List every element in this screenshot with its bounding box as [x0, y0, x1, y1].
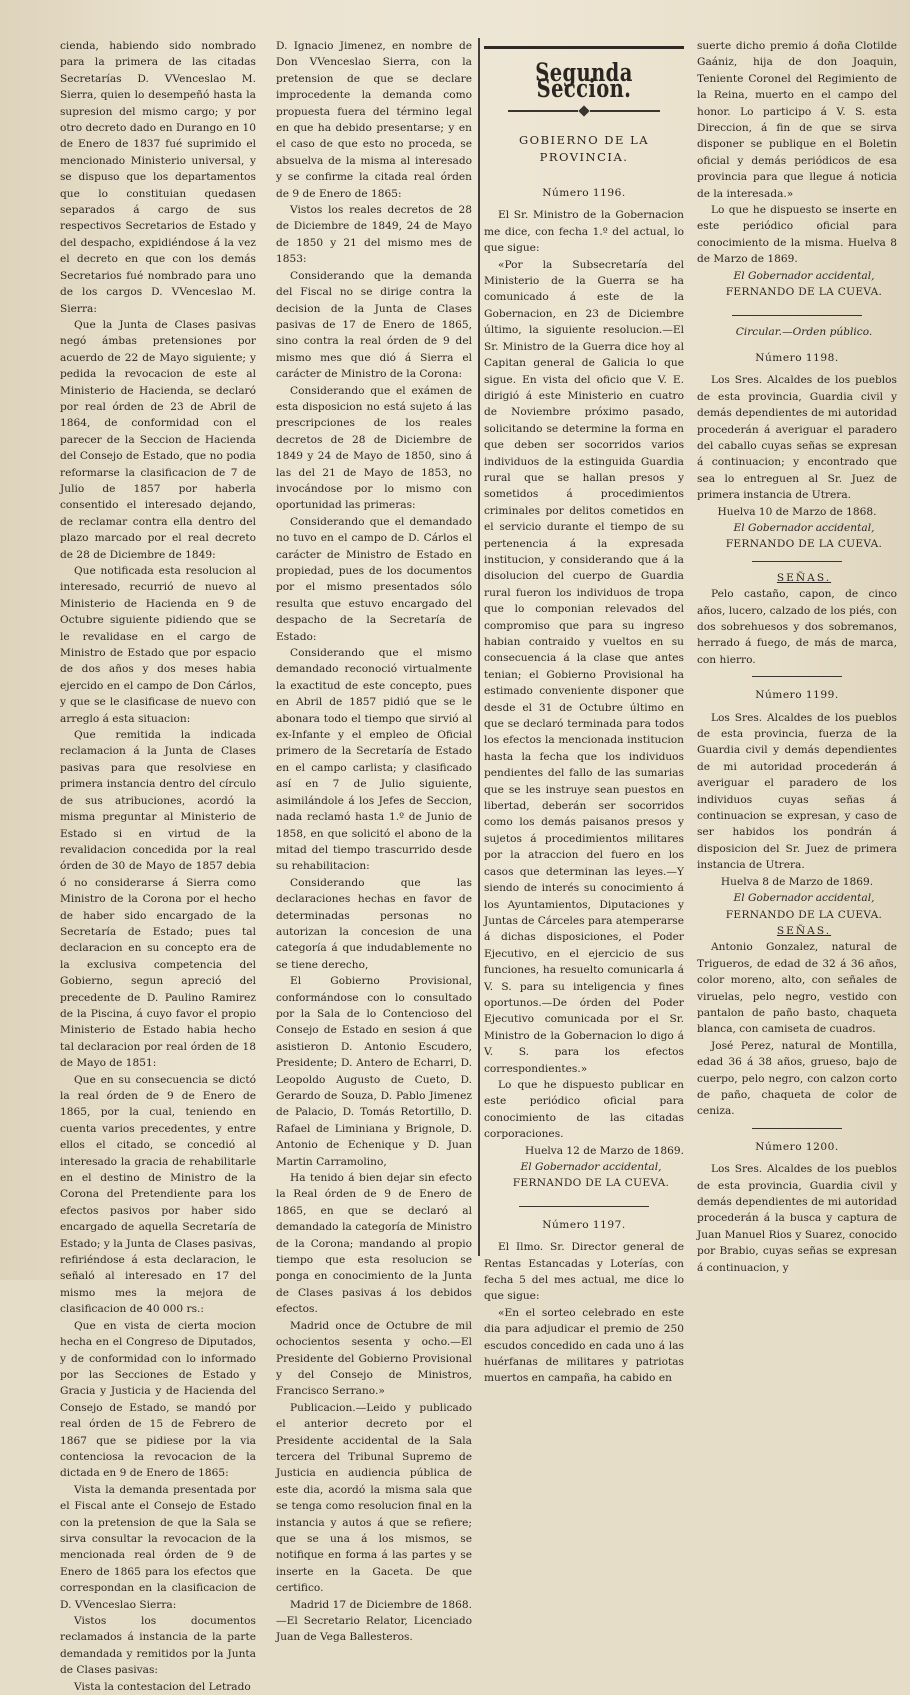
paragraph: suerte dicho premio á doña Clotilde Gaániz, hija de don Joaquin, Teniente Coronel del Regimiento de la Reina, muerto en el campo del honor. Lo participo á V. S. esta Direccion, á fin de que se sirva disponer se publique en el Boletin oficial y demás periódicos de esa provincia para que llegue á noticia de la interesada.» — [697, 40, 897, 200]
paragraph: José Perez, natural de Montilla, edad 36 á 38 años, grueso, bajo de cuerpo, pelo negro, con calzon corto de paño, chaqueta de color de ceniza. — [697, 1039, 897, 1118]
paragraph: Los Sres. Alcaldes de los pueblos de esta provincia, fuerza de la Guardia civil y demás dependientes de mi autoridad procederán á averiguar el paradero de los individuos cuyas señas á continuacion se expresan, y caso de ser habidos los pondrán á disposicion del Sr. Juez de primera instancia de Utrera. — [697, 711, 897, 872]
paragraph: cienda, habiendo sido nombrado para la primera de las citadas Secretarías D. VVenceslao M. Sierra, quien lo desempeñó hasta la supresion del mismo cargo; y por otro decreto dado en Durango en 10 de Enero de 1837 fué suprimido el mencionado Ministerio universal, y se dispuso que los departamentos que lo constituian quedasen separados á cargo de sus respectivos Secretarios de Estado y del despacho, expidiéndose á la vez el decreto en que con los demás Secretarios fué nombrado para uno de los cargos D. VVenceslao M. Sierra: — [60, 40, 256, 315]
numero-1198: Número 1198. — [755, 351, 839, 364]
paragraph: Vista la contestacion del Letrado — [74, 1680, 251, 1693]
signature-title: El Gobernador accidental, — [520, 1161, 662, 1173]
divider — [752, 676, 842, 677]
paragraph: Que la Junta de Clases pasivas negó ámbas pretensiones por acuerdo de 22 de Mayo siguiente; y pedida la revocacion de este al Ministerio de Hacienda, se declaró por real órden de 23 de Abril de 1864, de conformidad con el parecer de la Seccion de Hacienda del Consejo de Estado, que no podia reformarse la clasificacion de 7 de Julio de 1857 por haberla consentido el interesado dejando, de reclamar contra ella dentro del plazo marcado por el real decreto de 28 de Diciembre de 1849: — [60, 318, 256, 561]
senas-heading: SEÑAS. — [776, 571, 832, 584]
paragraph: Madrid once de Octubre de mil ochocientos sesenta y ocho.—El Presidente del Gobierno Provisional y del Consejo de Ministros, Francisco Serrano.» — [276, 1319, 472, 1398]
paragraph: Lo que he dispuesto publicar en este periódico oficial para conocimiento de las citadas corporaciones. — [484, 1078, 684, 1141]
section-top-rule — [484, 46, 684, 49]
numero-1199: Número 1199. — [755, 689, 839, 702]
date-line: Huelva 8 de Marzo de 1869. — [720, 875, 874, 888]
paragraph: Vistos los reales decretos de 28 de Diciembre de 1849, 24 de Mayo de 1850 y 21 del mismo mes de 1853: — [276, 204, 472, 266]
paragraph: Los Sres. Alcaldes de los pueblos de esta provincia, Guardia civil y demás dependientes de mi autoridad procederán á averiguar el paradero del caballo cuyas señas se expresan á continuacion; y encontrado que sea lo entreguen al Sr. Juez de primera instancia de Utrera. — [697, 374, 897, 502]
paragraph: D. Ignacio Jimenez, en nombre de Don VVenceslao Sierra, con la pretension de que se declare improcedente la demanda como propuesta fuera del término legal en que ha debido presentarse; y en el caso de que esto no proceda, se absuelva de la misma al interesado y se confirme la citada real órden de 9 de Enero de 1865: — [276, 40, 472, 200]
divider — [519, 1206, 649, 1207]
signature-name: FERNANDO DE LA CUEVA. — [512, 1177, 670, 1190]
paragraph: Que en vista de cierta mocion hecha en el Congreso de Diputados, y de conformidad con lo informado por las Secciones de Estado y Gracia y Justicia y de Hacienda del Consejo de Estado, se mandó por real órden de 15 de Febrero de 1867 que se pidiese por la via contenciosa la revocacion de la dictada en 9 de Enero de 1865: — [60, 1319, 256, 1480]
column-1 — [60, 38, 256, 1693]
paragraph: Vista la demanda presentada por el Fiscal ante el Consejo de Estado con la pretension de que la Sala se sirva consultar la revocacion de la mencionada real órden de 9 de Enero de 1865 para los efectos que correspondan en la clasificacion de D. VVenceslao Sierra: — [60, 1483, 256, 1611]
signature-title: El Gobernador accidental, — [733, 892, 875, 905]
paragraph: El Ilmo. Sr. Director general de Rentas Estancadas y Loterías, con fecha 5 del mes actual, me dice lo que sigue: — [484, 1241, 684, 1303]
paragraph: Ha tenido á bien dejar sin efecto la Real órden de 9 de Enero de 1865, en que se declaró al demandado la categoría de Ministro de la Corona; mandando al propio tiempo que esta resolucion se ponga en conocimiento de la Junta de Clases pasivas á los debidos efectos. — [276, 1172, 472, 1316]
paragraph: Publicacion.—Leido y publicado el anterior decreto por el Presidente accidental de la Sala tercera del Tribunal Supremo de Justicia en audiencia pública de este dia, acordó la misma sala que se tenga como resolucion final en la instancia y autos á que se refiere; que se una á los mismos, se notifique en forma á las partes y se inserte en la Gaceta. De que certifico. — [276, 1401, 472, 1595]
paragraph: Pelo castaño, capon, de cinco años, lucero, calzado de los piés, con dos sobrehuesos y dos sobremanos, herrado á fuego, de más de marca, con hierro. — [697, 588, 897, 666]
signature-title: El Gobernador accidental, — [733, 521, 875, 534]
signature-title: El Gobernador accidental, — [733, 269, 875, 282]
paragraph: Considerando que el mismo demandado reconoció virtualmente la exactitud de este concepto, pues en Abril de 1857 pidió que se le abonara todo el tiempo que sirvió al ex-Infante y el empleo de Oficial primero de la Secretaría de Estado en el campo carlista; y clasificado así en 7 de Julio siguiente, asimilándole á los Jefes de Seccion, nada reclamó hasta 1.º de Junio de 1858, en que solicitó el abono de la mitad del tiempo trascurrido desde su rehabilitacion: — [276, 647, 472, 873]
numero-1197: Número 1197. — [542, 1218, 626, 1231]
paragraph: Lo que he dispuesto se inserte en este periódico oficial para conocimiento de la misma. Huelva 8 de Marzo de 1869. — [697, 204, 897, 266]
divider — [752, 1128, 842, 1129]
divider — [752, 561, 842, 562]
date-line: Huelva 12 de Marzo de 1869. — [525, 1144, 684, 1157]
paragraph: Considerando que la demanda del Fiscal no se dirige contra la decision de la Junta de Clases pasivas de 17 de Enero de 1865, sino contra la real órden de 9 del mismo mes que dió á Sierra el carácter de Ministro de la Corona: — [276, 269, 472, 381]
ornament-divider — [484, 104, 684, 120]
paragraph: El Gobierno Provisional, conformándose con lo consultado por la Sala de lo Contencioso del Consejo de Estado en sesion á que asistieron D. Antonio Escudero, Presidente; D. Antero de Echarri, D. Leopoldo Augusto de Cueto, D. Gerardo de Souza, D. Pablo Jimenez de Palacio, D. Tomás Retortillo, D. Rafael de Liminiana y Brignole, D. Antonio de Echenique y D. Juan Martin Carramolino, — [276, 975, 472, 1168]
paragraph: Vistos los documentos reclamados á instancia de la parte demandada y remitidos por la Junta de Clases pasivas: — [60, 1615, 256, 1677]
numero-1200: Número 1200. — [755, 1140, 839, 1153]
paragraph: El Sr. Ministro de la Gobernacion me dice, con fecha 1.º del actual, lo que sigue: — [484, 209, 684, 255]
paragraph: Que notificada esta resolucion al interesado, recurrió de nuevo al Ministerio de Hacienda en 9 de Octubre siguiente pidiendo que se le revalidase en el cargo de Ministro de Estado que por espacio de dos años y dos meses habia ejercido en el campo de Don Cárlos, y que se le clasificase de nuevo con arreglo á esta situacion: — [60, 565, 256, 725]
column-4 — [697, 38, 897, 1274]
paragraph: Que en su consecuencia se dictó la real órden de 9 de Enero de 1865, por la cual, teniendo en cuenta varios precedentes, y entre ellos el citado, se concedió al interesado la gracia de rehabilitarle en el destino de Ministro de la Corona del Pretendiente para los efectos pasivos por haber sido encargado de aquella Secretaría de Estado; y la Junta de Clases pasivas, refiriéndose á esta declaracion, le señaló al interesado en 17 del mismo mes la mejora de clasificacion de 40 000 rs.: — [60, 1073, 256, 1316]
paragraph: «En el sorteo celebrado en este dia para adjudicar el premio de 250 escudos concedido en cada uno á las huérfanas de militares y patriotas muertos en campaña, ha cabido en — [484, 1306, 684, 1385]
signature-name: FERNANDO DE LA CUEVA. — [725, 286, 883, 299]
signature-name: FERNANDO DE LA CUEVA. — [725, 538, 883, 551]
senas-heading: SEÑAS. — [776, 924, 832, 937]
date-line: Huelva 10 de Marzo de 1868. — [717, 505, 877, 518]
gobierno-heading: GOBIERNO DE LA PROVINCIA. — [518, 133, 650, 164]
section-title: Segunda Seccion. — [535, 58, 633, 104]
column-3 — [484, 38, 684, 1385]
paragraph: Que remitida la indicada reclamacion á la Junta de Clases pasivas para que resolviese en primera instancia dentro del círculo de sus atribuciones, acordó la misma preguntar al Ministerio de Estado si en virtud de la revalidacion concedida por la real órden de 30 de Mayo de 1857 debia ó no considerarse á Sierra como Ministro de la Corona por el hecho de haber sido encargado de la Secretaría de Estado; pues tal declaracion en su concepto era de la exclusiva competencia del Gobierno, segun apreció del precedente de D. Paulino Ramirez de la Piscina, á cuyo favor el propio Ministerio de Estado habia hecho tal declaracion por real órden de 18 de Mayo de 1851: — [60, 729, 256, 1070]
column-divider — [478, 38, 480, 1256]
paragraph: Considerando que las declaraciones hechas en favor de determinadas personas no autorizan la concesion de una categoría á que indudablemente no se tiene derecho, — [276, 876, 472, 971]
paragraph: Considerando que el exámen de esta disposicion no está sujeto á las prescripciones de los reales decretos de 28 de Diciembre de 1849 y 24 de Mayo de 1850, sino á las del 21 de Mayo de 1853, no invocándose por lo mismo con oportunidad las primeras: — [276, 384, 472, 512]
paragraph: Madrid 17 de Diciembre de 1868. —El Secretario Relator, Licenciado Juan de Vega Ballesteros. — [276, 1598, 472, 1644]
circular-heading: Circular.—Orden público. — [735, 325, 873, 338]
divider — [732, 315, 862, 316]
column-2 — [276, 38, 472, 1644]
paragraph: Antonio Gonzalez, natural de Trigueros, de edad de 32 á 36 años, color moreno, alto, con señales de viruelas, pelo negro, vestido con pantalon de paño basto, chaqueta blanca, con camiseta de cuadros. — [697, 941, 897, 1036]
signature-name: FERNANDO DE LA CUEVA. — [725, 908, 883, 921]
numero-1196: Número 1196. — [542, 187, 626, 200]
paragraph: Considerando que el demandado no tuvo en el campo de D. Cárlos el carácter de Ministro de Estado en propiedad, pues de los documentos por el mismo presentados sólo resulta que estuvo encargado del despacho de la Secretaría de Estado: — [276, 515, 472, 643]
paragraph: «Por la Subsecretaría del Ministerio de la Guerra se ha comunicado á este de la Gobernacion, en 23 de Diciembre último, la siguiente resolucion.—El Sr. Ministro de la Guerra dice hoy al Capitan general de Galicia lo que sigue. En vista del oficio que V. E. dirigió á este Ministerio en cuatro de Noviembre próximo pasado, solicitando se determine la forma en que deben ser socorridos varios individuos de la estinguida Guardia rural que se hallan presos y sometidos á procedimientos criminales por delitos cometidos en el servicio durante el tiempo de su pertenencia á la expresada institucion, y considerando que á la disolucion del cuerpo de Guardia rural fueron los individuos de tropa que lo componian relevados del compromiso que para su ingreso habian contraido y vueltos en su consecuencia á la clase que antes tenian; el Gobierno Provisional ha estimado conveniente disponer que desde el 31 de Octubre último en que se declaró terminada para todos los efectos la mencionada institucion hasta la fecha que los individuos pendientes del fallo de las sumarias que se les instruye sean puestos en libertad, deberán ser socorridos como los demás paisanos presos y sujetos á procedimientos militares por la atraccion del fuero en los casos que determinan las leyes.—Y siendo de interés su conocimiento á los Ayuntamientos, Diputaciones y Juntas de Cárceles para atemperarse á dichas disposiciones, el Poder Ejecutivo, en el ejercicio de sus funciones, ha resuelto comunicarla á V. S. para su inteligencia y fines oportunos.—De órden del Poder Ejecutivo comunicada por el Sr. Ministro de la Gobernacion lo digo á V. S. para los efectos correspondientes.» — [484, 258, 684, 1075]
paragraph: Los Sres. Alcaldes de los pueblos de esta provincia, Guardia civil y demás dependientes de mi autoridad procederán á la busca y captura de Juan Manuel Rios y Suarez, conocido por Brabio, cuyas señas se expresan á continuacion, y — [697, 1163, 897, 1274]
